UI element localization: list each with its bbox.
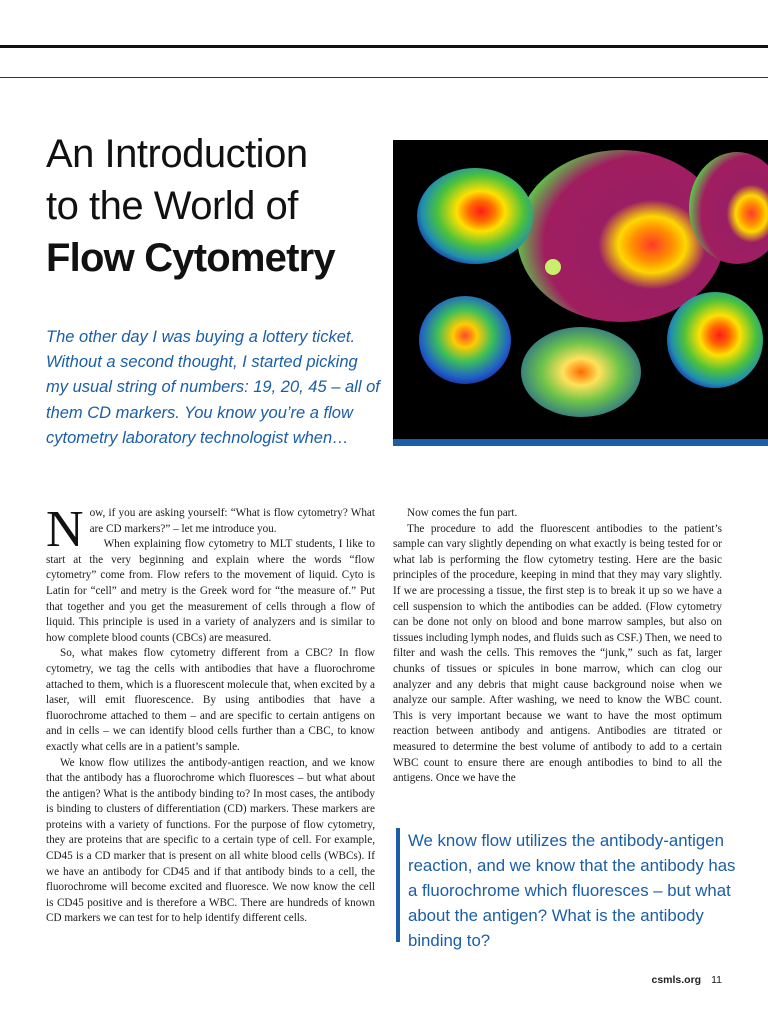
- pull-quote: We know flow utilizes the antibody-antigen reaction, and we know that the antibody has a fluorochrome which fluoresces – but what about the antigen? What is the antibody binding to?: [396, 828, 738, 942]
- photo-accent-bar: [393, 439, 768, 446]
- article-title: [46, 128, 386, 284]
- top-rule: [0, 45, 768, 48]
- drop-cap: N: [46, 501, 84, 558]
- body-column-2: [393, 506, 722, 787]
- title-line-2: to the World of: [46, 184, 298, 228]
- paragraph: When explaining flow cytometry to MLT students, I like to start at the very beginning and explain where the words “flow cytometry” come from. Flow refers to the movement of liquid. Cyto is Latin for “cell” and metry is the Greek word for “the measure of.” Put that together and you get the measurement of cells through a flow of liquid. This principle is used in a variety of analyzers and is similar to how complete blood counts (CBCs) are measured.: [46, 538, 375, 644]
- paragraph: The procedure to add the fluorescent antibodies to the patient’s sample can vary slightly depending on what exactly is being tested for or what lab is performing the flow cytometry testing. Here are the basic principles of the procedure, keeping in mind that they may vary slightly. If we are processing a tissue, the first step is to break it up so we have a cell suspension to which the antibodies can be added. (Flow cytometry can be done not only on blood and bone marrow samples, but also on tissues including lymph nodes, and fluids such as CSF.) Then, we need to filter and wash the cells. This removes the “junk,” such as fat, larger chunks of tissues or spicules in bone marrow, which can clog our analyzer and any debris that might cause background noise when we analyze our sample. After washing, we need to know the WBC count. This is very important because we want to have the most optimum reaction between antibody and antigens. Antibodies are titrated or measured to determine the best volume of antibody to add to a certain WBC count to ensure there are enough antibodies to bind to all the antigens. Once we have the: [393, 522, 722, 785]
- page-number: 11: [711, 974, 722, 986]
- title-line-3: Flow Cytometry: [46, 236, 335, 280]
- article-deck: The other day I was buying a lottery ticket. Without a second thought, I started picking my usual string of numbers: 19, 20, 45 – all of them CD markers. You know you’re a flow cytometry laboratory technologist when…: [46, 328, 380, 447]
- cells-photo: [393, 140, 768, 439]
- body-column-1: [46, 501, 375, 927]
- header-rule: [0, 77, 768, 78]
- title-line-1: An Introduction: [46, 132, 308, 176]
- footer-site: csmls.org: [651, 974, 702, 986]
- paragraph: We know flow utilizes the antibody-antigen reaction, and we know that the antibody has a fluorochrome which fluoresces – but what about the antigen? What is the antibody binding to? In most cases, the antibody is binding to clusters of differentiation (CD) markers. These markers are proteins with a variety of functions. For the purpose of flow cytometry, they are proteins that are specific to a certain type of cell. For example, CD45 is a CD marker that is present on all white blood cells (WBCs). If we have an antibody for CD45 and if that antibody binds to a cell, the fluorochrome will become excited and fluoresce. We now know the cell is CD45 positive and is therefore a WBC. There are hundreds of known CD markers we can test for to help identify different cells.: [46, 756, 375, 925]
- page-footer: [651, 974, 722, 986]
- paragraph: [46, 501, 375, 558]
- paragraph: So, what makes flow cytometry different from a CBC? In flow cytometry, we tag the cells with antibodies that have a fluorochrome attached to them, which is a fluorescent molecule that, when excited by a laser, will emit fluorescence. By using antibodies that have a fluorochrome attached to them – and are specific to certain antigens on and in cells – we can identify blood cells further than a CBC, to know exactly what cells are in a patient’s sample.: [46, 647, 375, 753]
- paragraph-text: ow, if you are asking yourself: “What is flow cytometry? What are CD markers?” – let me introduce you.: [89, 507, 375, 535]
- paragraph: Now comes the fun part.: [407, 507, 518, 519]
